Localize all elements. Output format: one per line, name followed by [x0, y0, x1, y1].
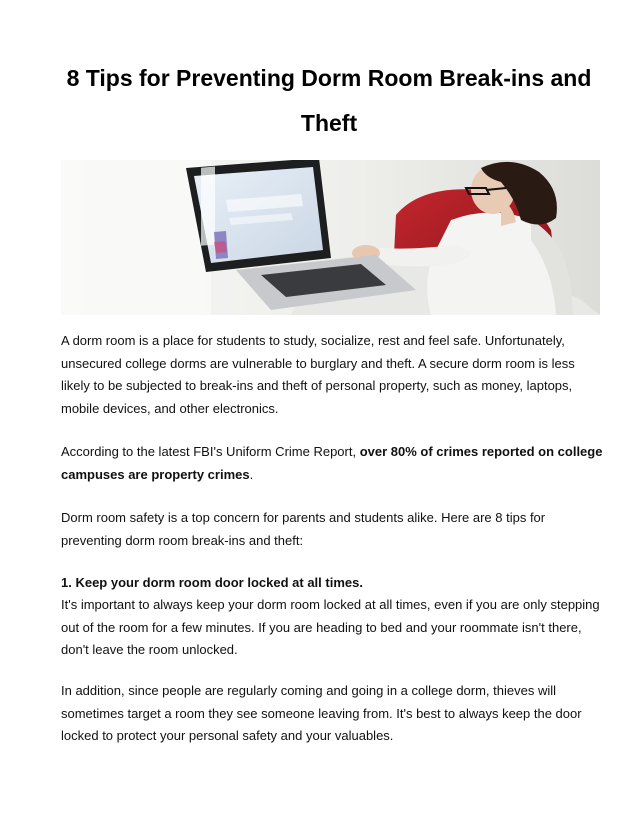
safety-paragraph: Dorm room safety is a top concern for parents and students alike. Here are 8 tips for preventing dorm room break-ins and theft:	[61, 510, 546, 548]
fbi-statistic-paragraph	[61, 441, 606, 486]
intro-paragraph: A dorm room is a place for students to study, socialize, rest and feel safe. Unfortunately, unsecured college dorms are vulnerable to burglary and theft. A secure dorm room is less likely to be subjected to break-ins and theft of personal property, such as money, laptops, mobile devices, and other electronics.	[61, 333, 575, 416]
tip-1-paragraph-1: It's important to always keep your dorm room locked at all times, even if you are only stepping out of the room for a few minutes. If you are heading to bed and your roommate isn't there, don't leave the room unlocked.	[61, 597, 600, 657]
woman-using-laptop-photo-icon	[61, 160, 600, 315]
fbi-statistic-suffix: .	[249, 466, 254, 482]
tip-1-paragraph-2: In addition, since people are regularly coming and going in a college dorm, thieves will sometimes target a room they see someone leaving from. It's best to always keep the door locked to protect your personal safety and your valuables.	[61, 683, 582, 743]
fbi-statistic-highlight: over 80% of crimes reported on college campuses are property crimes	[61, 444, 603, 482]
tip-1-heading: 1. Keep your dorm room door locked at all times.	[61, 575, 363, 590]
page-title: 8 Tips for Preventing Dorm Room Break-ins and Theft	[66, 65, 592, 136]
hero-image	[61, 160, 600, 315]
fbi-statistic-prefix: According to the latest FBI's Uniform Crime Report,	[61, 444, 360, 459]
